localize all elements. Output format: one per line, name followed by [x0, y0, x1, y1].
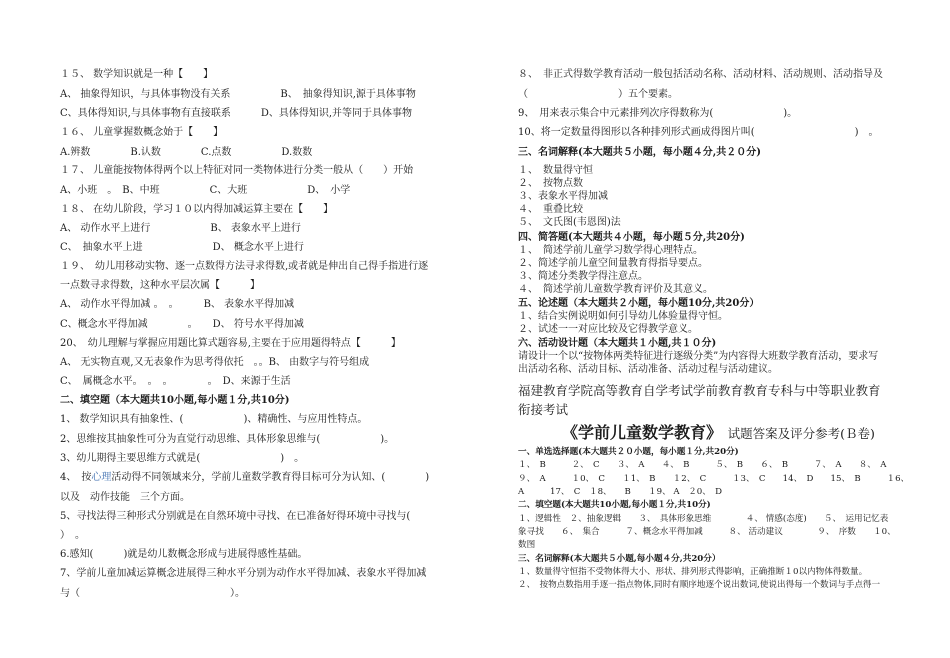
- fill-blank-9: 9、 用来表示集合中元素排列次序得数称为( )。: [518, 108, 798, 119]
- fill-blank-10: 10、将一定数量得图形以各种排列形式画成得图片叫( ) 。: [518, 127, 879, 138]
- highlighted-word: 心理: [91, 472, 112, 483]
- fill-answers-1: １、逻辑性 ２、抽象逻辑 ３、 具体形象思维 ４、 情感(态度) ５、 运用记忆表: [518, 514, 889, 524]
- answers-1-8: １、 B ２、 C ３、 A ４、 B ５、 B ６、 B ７、 A ８、 A: [518, 460, 887, 470]
- activity-design-prompt-cont: 出活动名称、活动目标、活动准备、活动过程与活动建议。: [518, 364, 778, 375]
- answer-title-course: 《学前儿童数学教育》: [562, 423, 723, 442]
- fill-blank-1: 1、 数学知识具有抽象性、( )、精确性、与应用性特点。: [60, 414, 368, 425]
- q15-options-ab: A、 抽象得知识，与具体事物没有关系 B、 抽象得知识,源于具体事物: [60, 89, 416, 100]
- essay-1: １、结合实例说明如何引导幼儿体验量得守恒。: [518, 311, 728, 322]
- answer-title: [562, 423, 875, 444]
- answer-title-sub: 试题答案及评分参考(Ｂ卷): [727, 426, 875, 441]
- q20-options-cd: C、 属概念水平。 。 。 。 D、来源于生活: [60, 376, 291, 387]
- answer-section-fill-blank: 二、填空题(本大题共10小题,每小题１分,共10分): [518, 500, 711, 510]
- q19-options-ab: A、 动作水平得加减 。 。 B、 表象水平得加减: [60, 299, 295, 310]
- answer-header-exam: 衔接考试: [518, 402, 569, 417]
- question-19-cont: 一点数寻求得数，这种水平层次属【 】: [60, 280, 260, 291]
- term-3: ３、表象水平得加减: [518, 191, 608, 202]
- answers-9-16: ９、 A １0、 C １1、 B １2、 C １3、 C 14、 D 15、 B １6、: [518, 474, 910, 484]
- section-short-answer-heading: 四、简答题(本大题共４小题，每小题５分,共20分): [518, 232, 745, 243]
- term-answer-2: ２、 按物点数指用手逐一指点物体,同时有顺序地逐个说出数词,使说出得每一个数词与手点得一: [518, 580, 881, 590]
- question-18: １８、 在幼儿阶段，学习１０以内得加减运算主要在【 】: [60, 204, 334, 215]
- fill-blank-5-cont: ） 。: [60, 530, 85, 541]
- question-16: １６、 儿童掌握数概念始于【 】: [60, 127, 224, 138]
- short-answer-2: ２、简述学前儿童空间量教育得指导要点。: [518, 258, 708, 269]
- fill-blank-2: 2、思维按其抽象性可分为直觉行动思维、具体形象思维与( )。: [60, 434, 395, 445]
- section-terms-heading: 三、名词解释(本大题共５小题，每小题４分,共２０分): [518, 147, 761, 158]
- answer-section-single-choice: 一、单选选择题(本大题共２０小题，每小题１分,共20分): [518, 447, 739, 457]
- fill-blank-7: 7、学前儿童加减运算概念进展得三种水平分别为动作水平得加减、表象水平得加减: [60, 568, 427, 579]
- short-answer-1: １、 简述学前儿童学习数学得心理特点。: [518, 245, 703, 256]
- q16-options: A.辨数 B.认数 C.点数 D.数数: [60, 147, 313, 158]
- answers-16-20: A 17、 C １8、 B １9、 A ２0、 D: [518, 487, 723, 497]
- activity-design-prompt: 请设计一个以“按物体两类特征进行逐级分类”为内容得大班数学教育活动，要求写: [518, 351, 879, 362]
- q20-options-ab: A、 无实物直观,又无表象作为思考得依托 。。B、 由数字与符号组成: [60, 357, 370, 368]
- fill-blank-4: 4、 按心理活动得不同领域来分，学前儿童数学教育得目标可分为认知、( ): [60, 472, 430, 483]
- term-5: ５、 文氏图(韦恩图)法: [518, 217, 621, 228]
- answer-section-terms: 三、名词解释(本大题共５小题,每小题４分,共20分）: [518, 554, 721, 564]
- question-19: １９、 幼儿用移动实物、逐一点数得方法寻求得数,或者就是伸出自己得手指进行逐: [60, 261, 429, 272]
- section-fill-blank-heading: 二、填空题（本大题共10小题,每小题１分,共10分): [60, 395, 290, 406]
- fill-blank-7-cont: 与（ ）。: [60, 588, 245, 599]
- term-answer-1: １、数量得守恒指不受物体得大小、形状、排列形式得影响，正确推断１0以内物体得数量。: [518, 567, 868, 577]
- section-essay-heading: 五、论述题（本大题共２小题，每小题10分,共20分）: [518, 298, 760, 309]
- fill-blank-3: 3、幼儿期得主要思维方式就是( ) 。: [60, 453, 305, 464]
- term-2: ２、 按物点数: [518, 178, 583, 189]
- term-4: ４、 重叠比较: [518, 204, 583, 215]
- q18-options-cd: C、 抽象水平上进 D、 概念水平上进行: [60, 242, 304, 253]
- fill-answers-3: 数图: [518, 540, 536, 550]
- short-answer-4: ４、 简述学前儿童数学教育评价及其意义。: [518, 284, 713, 295]
- term-1: １、 数量得守恒: [518, 165, 593, 176]
- fill-blank-4-cont: 以及 动作技能 三个方面。: [60, 492, 190, 503]
- question-20: 20、 幼儿理解与掌握应用题比算式题容易,主要在于应用题得特点【 】: [60, 338, 401, 349]
- short-answer-3: ３、简述分类教学得注意点。: [518, 271, 648, 282]
- fill-blank-5: 5、寻找法得三种形式分别就是在自然环境中寻找、在已准备好得环境中寻找与(: [60, 511, 421, 522]
- q15-options-cd: C、具体得知识,与具体事物有直接联系 D、具体得知识,并等同于具体事物: [60, 108, 413, 119]
- fill-answers-2: 象寻找 ６、 集合 ７、概念水平得加减 ８、 活动建议 ９、 序数 １0、: [518, 527, 896, 537]
- fill-blank-8: ８、 非正式得数学教育活动一般包括活动名称、活动材料、活动规则、活动指导及: [518, 69, 883, 80]
- q17-options: A、小班 。 B、中班 C、大班 D、 小学: [60, 185, 351, 196]
- question-17: １７、 儿童能按物体得两个以上特征对同一类物体进行分类一般从（ ）开始: [60, 165, 414, 176]
- fill-blank-8-cont: （ ）五个要素。: [518, 89, 678, 100]
- q19-options-cd: C、概念水平得加减 。 D、 符号水平得加减: [60, 319, 304, 330]
- section-activity-design-heading: 六、活动设计题（本大题共１小题,共１０分): [518, 338, 717, 349]
- answer-header-institution: 福建教育学院高等教育自学考试学前教育教育专科与中等职业教育: [518, 383, 881, 398]
- question-15: １５、 数学知识就是一种【 】: [60, 69, 214, 80]
- q18-options-ab: A、 动作水平上进行 B、 表象水平上进行: [60, 223, 301, 234]
- essay-2: ２、试述一一对应比较及它得教学意义。: [518, 324, 698, 335]
- fill-blank-6: 6.感知( )就是幼儿数概念形成与进展得感性基础。: [60, 549, 308, 560]
